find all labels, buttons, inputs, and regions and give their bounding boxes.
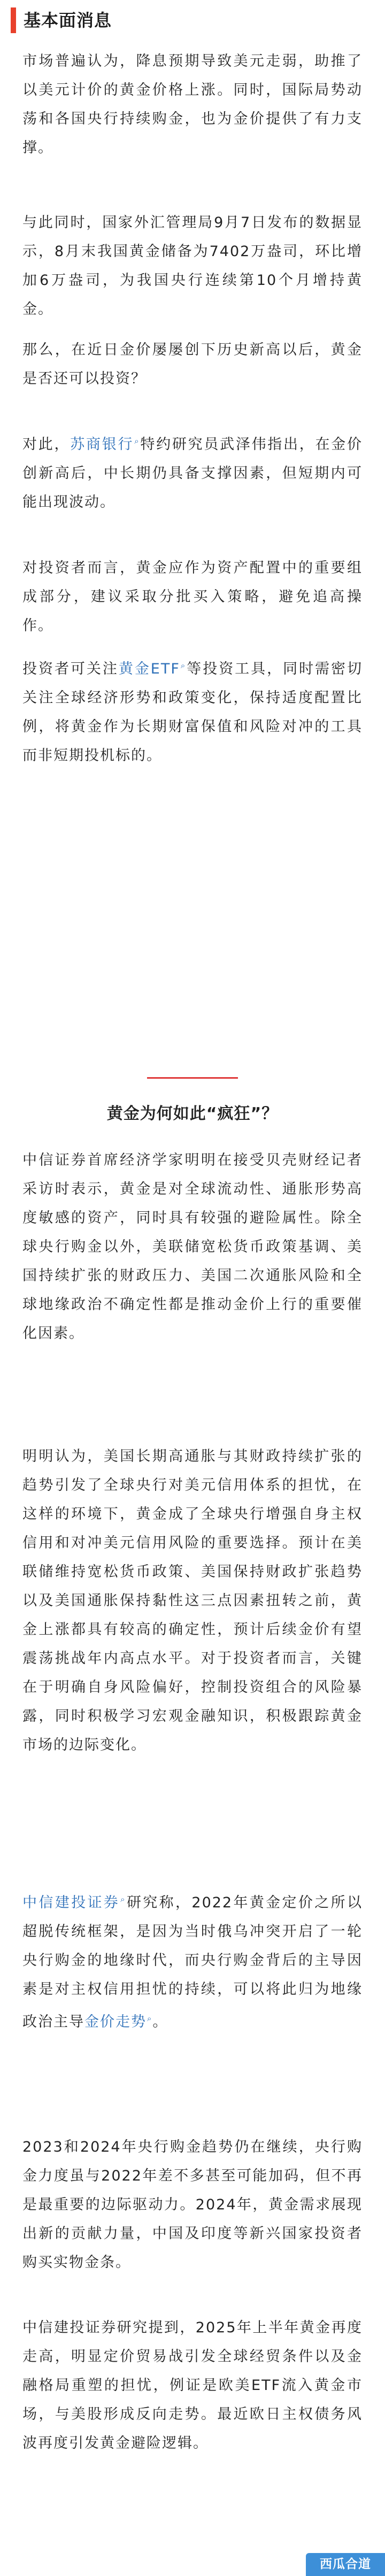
- paragraph-5: 对投资者而言，黄金应作为资产配置中的重要组成部分，建议采取分批买入策略，避免追高操作。: [22, 560, 363, 634]
- search-icon[interactable]: ⌕: [147, 2014, 153, 2023]
- section-title: 基本面消息: [24, 10, 112, 30]
- watermark-logo: [306, 2553, 385, 2576]
- section-accent-bar: [11, 7, 16, 33]
- paragraph-4: [22, 427, 363, 517]
- search-icon[interactable]: ⌕: [180, 661, 187, 670]
- paragraph-10: 2023和2024年央行购金趋势仍在继续，央行购金力度虽与2022年差不多甚至可能加码，但不再是最重要的边际驱动力。2024年，黄金需求展现出新的贡献力量，中国及印度等新兴国家投资者购买实物金条。: [22, 2139, 363, 2271]
- paragraph-11: 中信建投证券研究提到，2025年上半年黄金再度走高，明显定价贸易战引发全球经贸条件以及金融格局重塑的担忧，例证是欧美ETF流入黄金市场，与美股形成反向走势。最近欧日主权债务风波再度引发黄金避险逻辑。: [22, 2319, 363, 2451]
- divider-line: [147, 1077, 238, 1079]
- bank-link[interactable]: 苏商银行: [70, 436, 134, 453]
- paragraph-3: 那么，在近日金价屡屡创下历史新高以后，黄金是否还可以投资？: [22, 342, 363, 387]
- gold-etf-link[interactable]: 黄金ETF: [118, 661, 180, 677]
- paragraph-9-mid: 研究称，2022年黄金定价之所以超脱传统框架，是因为当时俄乌冲突开启了一轮央行购金的地缘时代，而央行购金背后的主导因素是对主权信用担忧的持续，可以将此归为地缘政治主导: [22, 1894, 363, 2030]
- paragraph-9-post: 。: [152, 2014, 168, 2030]
- paragraph-2: 与此同时，国家外汇管理局9月7日发布的数据显示，8月末我国黄金储备为7402万盎司，环比增加6万盎司，为我国央行连续第10个月增持黄金。: [22, 214, 363, 318]
- section-header: [0, 0, 385, 43]
- paragraph-1: 市场普遍认为，降息预期导致美元走弱，助推了以美元计价的黄金价格上涨。同时，国际局势动荡和各国央行持续购金，也为金价提供了有力支撑。: [22, 53, 363, 156]
- paragraph-6-pre: 投资者可关注: [22, 661, 119, 677]
- paragraph-4-post: 特约研究员武泽伟指出，在金价创新高后，中长期仍具备支撑因素，但短期内可能出现波动。: [22, 436, 363, 510]
- search-icon[interactable]: ⌕: [120, 1894, 126, 1904]
- paragraph-9: [22, 1885, 363, 2037]
- securities-link[interactable]: 中信建投证券: [22, 1894, 120, 1911]
- paragraph-4-pre: 对此，: [22, 436, 71, 453]
- search-icon[interactable]: ⌕: [134, 436, 140, 446]
- subtitle: 黄金为何如此“疯狂”？: [106, 1104, 279, 1123]
- watermark-text: 西瓜合道: [320, 2557, 371, 2571]
- paragraph-6: [22, 651, 363, 770]
- gold-trend-link[interactable]: 金价走势: [84, 2014, 147, 2030]
- paragraph-6-post: 等投资工具，同时需密切关注全球经济形势和政策变化，保持适度配置比例，将黄金作为长期财富保值和风险对冲的工具而非短期投机标的。: [22, 661, 363, 764]
- paragraph-8: 明明认为，美国长期高通胀与其财政持续扩张的趋势引发了全球央行对美元信用体系的担忧，在这样的环境下，黄金成了全球央行增强自身主权信用和对冲美元信用风险的重要选择。预计在美联储维持宽松货币政策、美国保持财政扩张趋势以及美国通胀保持黏性这三点因素扭转之前，黄金上涨都具有较高的确定性，预计后续金价有望震荡挑战年内高点水平。对于投资者而言，关键在于明确自身风险偏好，控制投资组合的风险暴露，同时积极学习宏观金融知识，积极跟踪黄金市场的边际变化。: [22, 1448, 363, 1753]
- paragraph-7: 中信证券首席经济学家明明在接受贝壳财经记者采访时表示，黄金是对全球流动性、通胀形势高度敏感的资产，同时具有较强的避险属性。除全球央行购金以外，美联储宽松货币政策基调、美国持续扩张的财政压力、美国二次通胀风险和全球地缘政治不确定性都是推动金价上行的重要催化因素。: [22, 1152, 363, 1342]
